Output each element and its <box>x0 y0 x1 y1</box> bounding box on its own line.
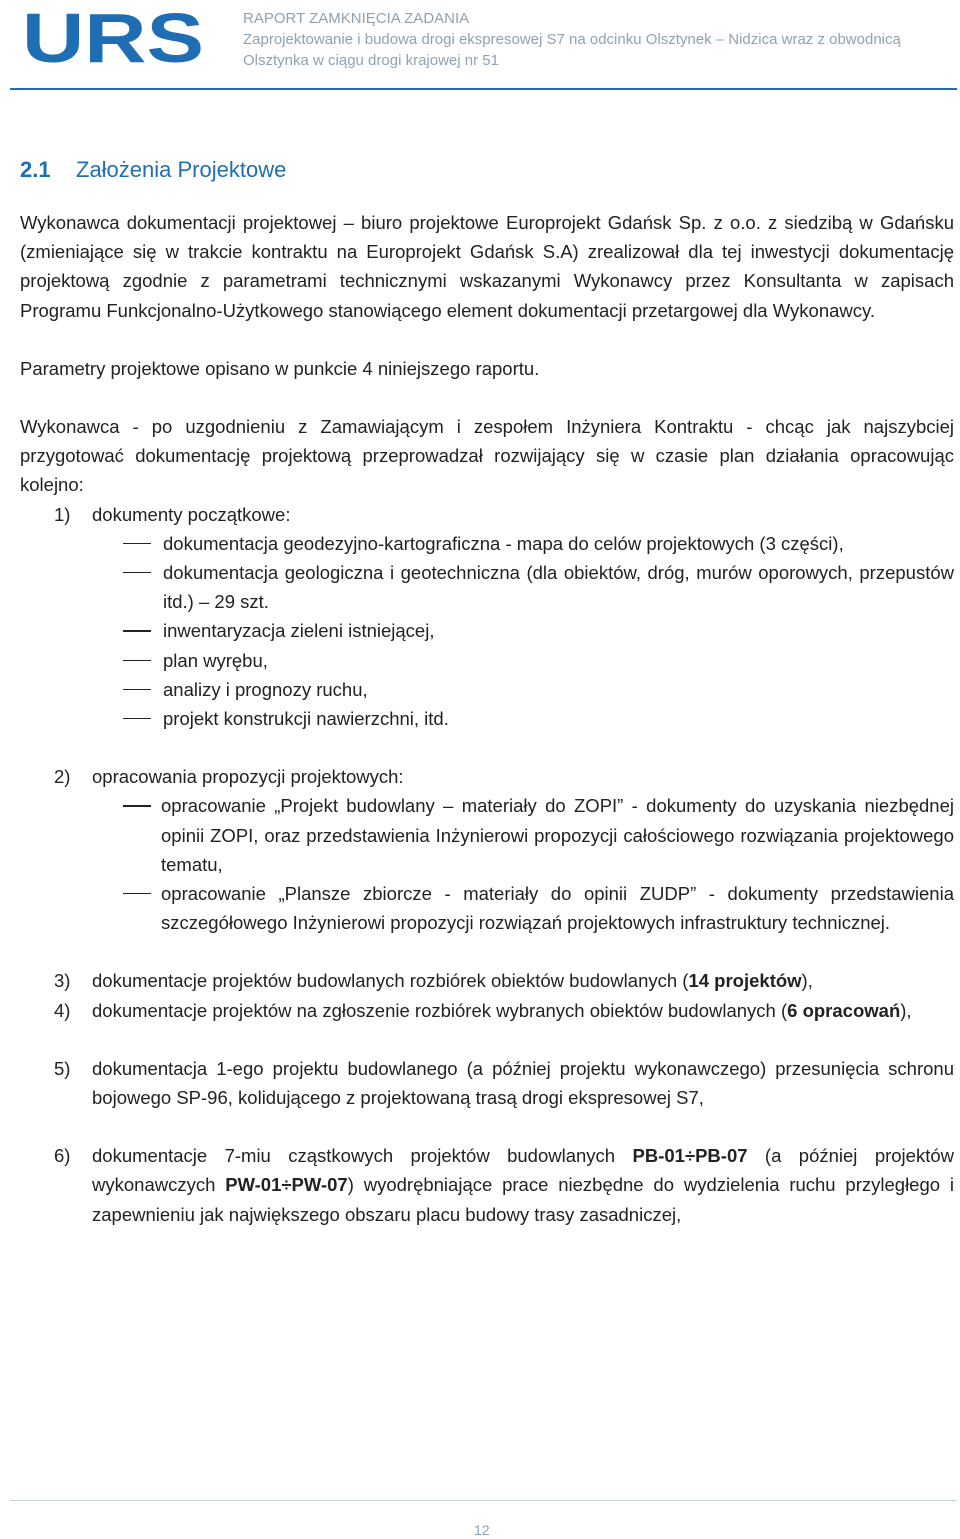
sub-item: projekt konstrukcji nawierzchni, itd. <box>20 704 954 733</box>
section-number: 2.1 <box>20 157 51 182</box>
sub-item: opracowanie „Projekt budowlany – materiały do ZOPI” - dokumenty do uzyskania niezbędnej opinii ZOPI, oraz przedstawienia Inżynierowi propozycji całościowego rozwiązania projektowego tematu, <box>20 791 954 879</box>
document-body <box>20 150 954 1229</box>
header-divider <box>10 88 957 90</box>
footer-divider <box>10 1500 957 1501</box>
page-header <box>0 0 960 92</box>
sub-item: inwentaryzacja zieleni istniejącej, <box>20 616 954 645</box>
report-title: RAPORT ZAMKNIĘCIA ZADANIA <box>243 10 470 27</box>
header-text <box>243 8 901 71</box>
sub-item: analizy i prognozy ruchu, <box>20 675 954 704</box>
paragraph-2: Parametry projektowe opisano w punkcie 4 niniejszego raportu. <box>20 357 540 379</box>
project-line-2: Olsztynka w ciągu drogi krajowej nr 51 <box>243 52 499 69</box>
sub-item: dokumentacja geodezyjno-kartograficzna - mapa do celów projektowych (3 części), <box>20 529 954 558</box>
paragraph-1: Wykonawca dokumentacji projektowej – biuro projektowe Europrojekt Gdańsk Sp. z o.o. z siedzibą w Gdańsku (zmieniające się w trakcie kontraktu na Europrojekt Gdańsk S.A) zrealizował dla tej inwestycji dokumentację projektową zgodnie z parametrami technicznymi wskazanymi Wykonawcy przez Konsultanta w zapisach Programu Funkcjonalno-Użytkowego stanowiącego element dokumentacji przetargowej dla Wykonawcy. <box>20 212 954 321</box>
urs-logo-icon <box>22 6 206 68</box>
sub-item: opracowanie „Plansze zbiorcze - materiały do opinii ZUDP” - dokumenty przedstawienia szczegółowego Inżynierowi propozycji rozwiązań projektowych infrastruktury technicznej. <box>20 879 954 937</box>
list-item-6: 6) dokumentacje 7-miu cząstkowych projektów budowlanych PB-01÷PB-07 (a później projektów wykonawczych PW-01÷PW-07) wyodrębniające prace niezbędne do wydzielenia ruchu przyległego i zapewnieniu jak największego obszaru placu budowy trasy zasadniczej, <box>54 1145 954 1225</box>
list-item-1: 1) dokumenty początkowe: <box>54 503 291 525</box>
logo-text: URS <box>22 6 204 68</box>
list-item-5: 5) dokumentacja 1-ego projektu budowlanego (a później projektu wykonawczego) przesunięcia schronu bojowego SP-96, kolidującego z projektowaną trasą drogi ekspresowej S7, <box>54 1057 954 1109</box>
list-item-4: 4) dokumentacje projektów na zgłoszenie rozbiórek wybranych obiektów budowlanych (6 opracowań), <box>54 999 912 1021</box>
section-heading <box>20 156 954 184</box>
sub-item: plan wyrębu, <box>20 646 954 675</box>
list-item-2: 2) opracowania propozycji projektowych: <box>54 766 404 788</box>
page-number: 12 <box>474 1522 490 1538</box>
sub-item: dokumentacja geologiczna i geotechniczna (dla obiektów, dróg, murów oporowych, przepustów itd.) – 29 szt. <box>20 558 954 616</box>
project-line-1: Zaprojektowanie i budowa drogi ekspresowej S7 na odcinku Olsztynek – Nidzica wraz z obwodnicą <box>243 31 901 48</box>
section-title: Założenia Projektowe <box>76 157 287 182</box>
paragraph-3: Wykonawca - po uzgodnieniu z Zamawiającym i zespołem Inżyniera Kontraktu - chcąc jak najszybciej przygotować dokumentację projektową przeprowadzał rozwijający się w czasie plan działania opracowując kolejno: <box>20 416 954 496</box>
list-item-3: 3) dokumentacje projektów budowlanych rozbiórek obiektów budowlanych (14 projektów), <box>54 970 813 992</box>
